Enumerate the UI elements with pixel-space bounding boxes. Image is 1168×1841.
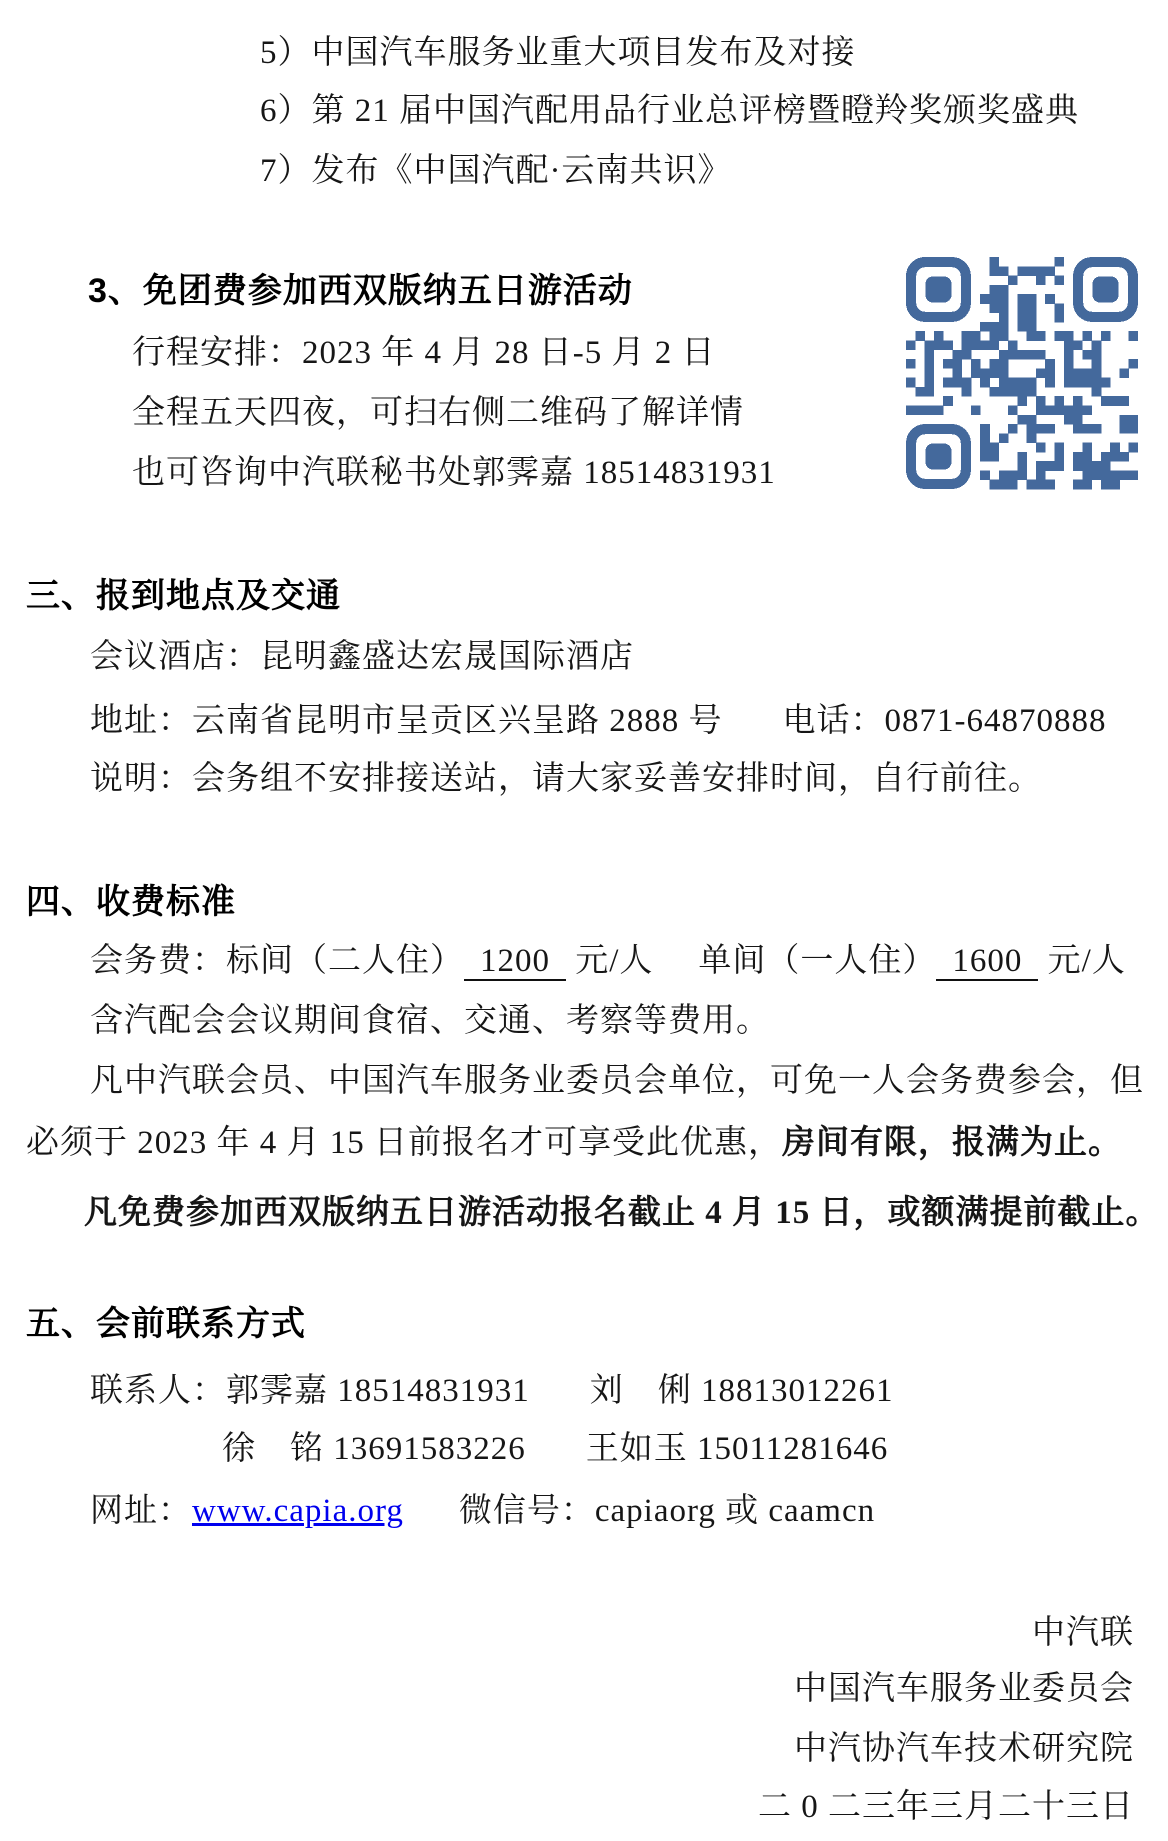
member-benefit-normal: 必须于 2023 年 4 月 15 日前报名才可享受此优惠， <box>26 1125 782 1161</box>
fee-mid: 单间（一人住） <box>698 943 937 979</box>
fee-single-value: 1600 <box>936 944 1038 981</box>
member-benefit-line2 <box>26 1116 1122 1163</box>
website-line <box>90 1484 875 1531</box>
fee-unit2: 元/人 <box>1047 943 1126 979</box>
contact-guo: 联系人：郭霁嘉 18514831931 <box>90 1373 530 1409</box>
fee-includes: 含汽配会会议期间食宿、交通、考察等费用。 <box>90 1003 770 1039</box>
tour-section-heading: 3、免团费参加西双版纳五日游活动 <box>88 272 633 310</box>
tour-deadline-line: 凡免费参加西双版纳五日游活动报名截止 4 月 15 日，或额满提前截止。 <box>84 1195 1160 1231</box>
registration-heading: 三、报到地点及交通 <box>26 577 341 615</box>
contact-liu: 刘 俐 18813012261 <box>589 1373 894 1409</box>
signature-org-2: 中国汽车服务业委员会 <box>794 1671 1134 1707</box>
website-label: 网址： <box>90 1493 192 1529</box>
signature-date: 二 0 二三年三月二十三日 <box>758 1789 1134 1825</box>
member-benefit-bold: 房间有限，报满为止。 <box>782 1125 1122 1161</box>
agenda-item-5: 5）中国汽车服务业重大项目发布及对接 <box>260 35 856 71</box>
address-text: 地址：云南省昆明市呈贡区兴呈路 2888 号 <box>90 703 723 739</box>
address-line <box>90 694 1107 741</box>
contact-xu: 徐 铭 13691583226 <box>222 1431 526 1467</box>
member-benefit-line1: 凡中汽联会员、中国汽车服务业委员会单位，可免一人会务费参会，但 <box>90 1063 1144 1099</box>
tour-contact: 也可咨询中汽联秘书处郭霁嘉 18514831931 <box>132 455 776 491</box>
hotel-line: 会议酒店：昆明鑫盛达宏晟国际酒店 <box>90 639 634 675</box>
agenda-item-7: 7）发布《中国汽配·云南共识》 <box>260 153 732 189</box>
tour-duration: 全程五天四夜，可扫右侧二维码了解详情 <box>132 395 744 431</box>
signature-org-3: 中汽协汽车技术研究院 <box>794 1731 1134 1767</box>
contacts-row-1 <box>90 1364 894 1411</box>
website-link[interactable]: www.capia.org <box>192 1493 404 1529</box>
contacts-row-2 <box>222 1422 888 1469</box>
fee-prefix: 会务费：标间（二人住） <box>90 943 464 979</box>
wechat-ids: 微信号：capiaorg 或 caamcn <box>458 1493 876 1529</box>
fees-heading: 四、收费标准 <box>26 883 236 921</box>
signature-org-1: 中汽联 <box>1032 1615 1134 1651</box>
phone-text: 电话：0871-64870888 <box>782 703 1107 739</box>
tour-schedule: 行程安排：2023 年 4 月 28 日-5 月 2 日 <box>132 335 716 371</box>
contacts-heading: 五、会前联系方式 <box>26 1305 306 1343</box>
fee-unit1: 元/人 <box>575 943 654 979</box>
fee-line <box>90 934 1126 981</box>
tour-qr-code-icon <box>906 255 1138 491</box>
transport-note: 说明：会务组不安排接送站，请大家妥善安排时间，自行前往。 <box>90 761 1042 797</box>
fee-standard-value: 1200 <box>464 944 566 981</box>
agenda-item-6: 6）第 21 届中国汽配用品行业总评榜暨瞪羚奖颁奖盛典 <box>260 93 1079 129</box>
contact-wang: 王如玉 15011281646 <box>585 1431 889 1467</box>
